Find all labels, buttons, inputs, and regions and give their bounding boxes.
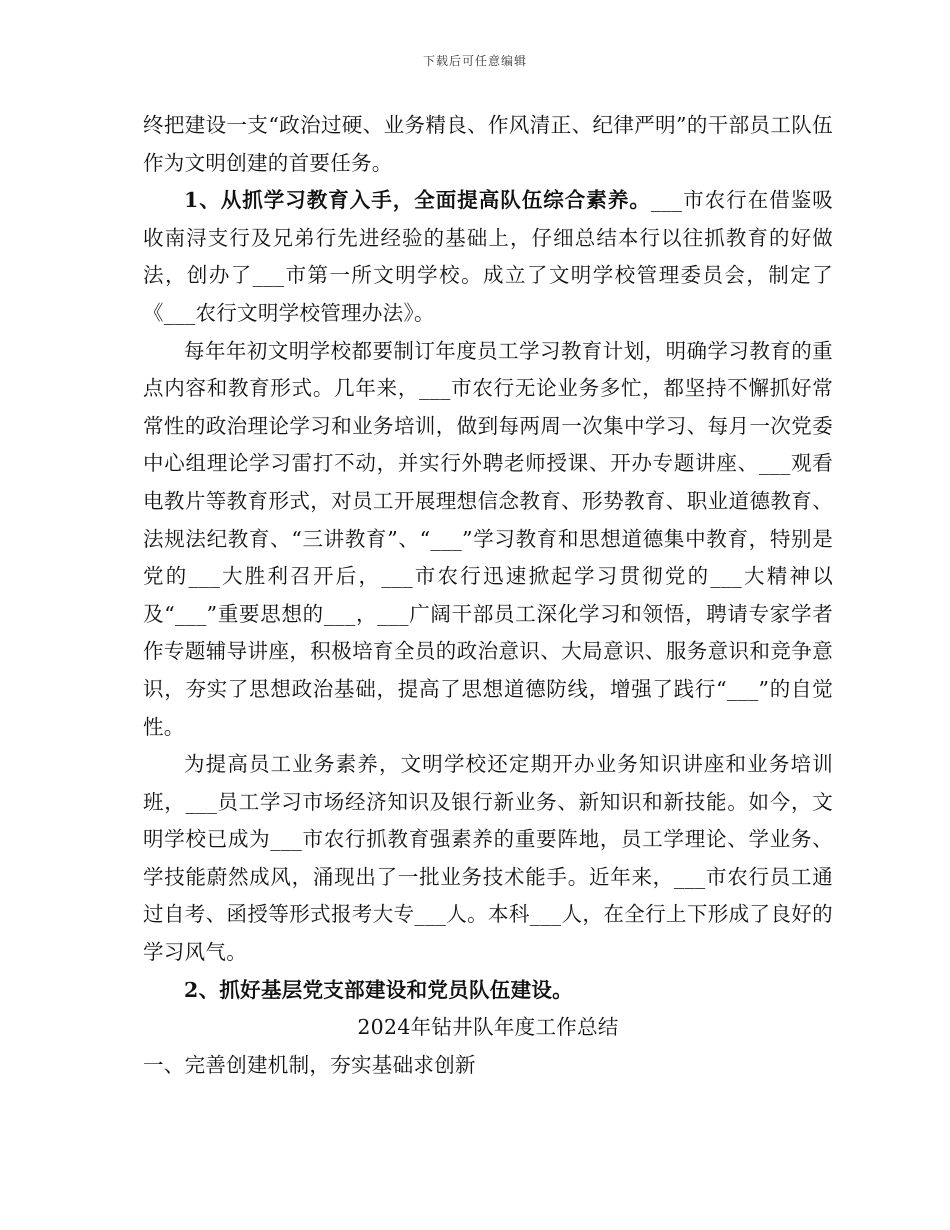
intro-paragraph: 终把建设一支“政治过硬、业务精良、作风清正、纪律严明”的干部员工队伍作为文明创建的首要任务。	[143, 113, 833, 175]
paragraph-4-heading: 2、抓好基层党支部建设和党员队伍建设。	[184, 977, 573, 1002]
paragraph-1	[143, 182, 833, 332]
header-note: 下载后可任意编辑	[422, 54, 527, 68]
paragraph-2: 每年年初文明学校都要制订年度员工学习教育计划，明确学习教育的重点内容和教育形式。几年来，___市农行无论业务多忙，都坚持不懈抓好常常性的政治理论学习和业务培训，做到每两周一次集中学习、每月一次党委中心组理论学习雷打不动，并实行外聘老师授课、开办专题讲座、___观看电教片等教育形式，对员工开展理想信念教育、形势教育、职业道德教育、法规法纪教育、“三讲教育”、“___”学习教育和思想道德集中教育，特别是党的___大胜利召开后，___市农行迅速掀起学习贯彻党的___大精神以及“___”重要思想的___，___广阔干部员工深化学习和领悟，聘请专家学者作专题辅导讲座，积极培育全员的政治意识、大局意识、服务意识和竞争意识，夯实了思想政治基础，提高了思想道德防线，增强了践行“___”的自觉性。	[143, 338, 833, 739]
paragraph-1-heading: 1、从抓学习教育入手，全面提高队伍综合素养。	[184, 188, 651, 213]
document-body	[143, 107, 833, 1084]
section-one-heading: 一、完善创建机制，夯实基础求创新	[143, 1052, 476, 1077]
paragraph-3: 为提高员工业务素养，文明学校还定期开办业务知识讲座和业务培训班，___员工学习市场经济知识及银行新业务、新知识和新技能。如今，文明学校已成为___市农行抓教育强素养的重要阵地，员工学理论、学业务、学技能蔚然成风，涌现出了一批业务技术能手。近年来，___市农行员工通过自考、函授等形式报考大专___人。本科___人，在全行上下形成了良好的学习风气。	[143, 752, 833, 965]
paragraph-1-body: ___市农行在借鉴吸收南浔支行及兄弟行先进经验的基础上，仔细总结本行以往抓教育的好做法，创办了___市第一所文明学校。成立了文明学校管理委员会，制定了《___农行文明学校管理办法》。	[143, 188, 833, 325]
document-title: 2024年钻井队年度工作总结	[357, 1015, 619, 1040]
